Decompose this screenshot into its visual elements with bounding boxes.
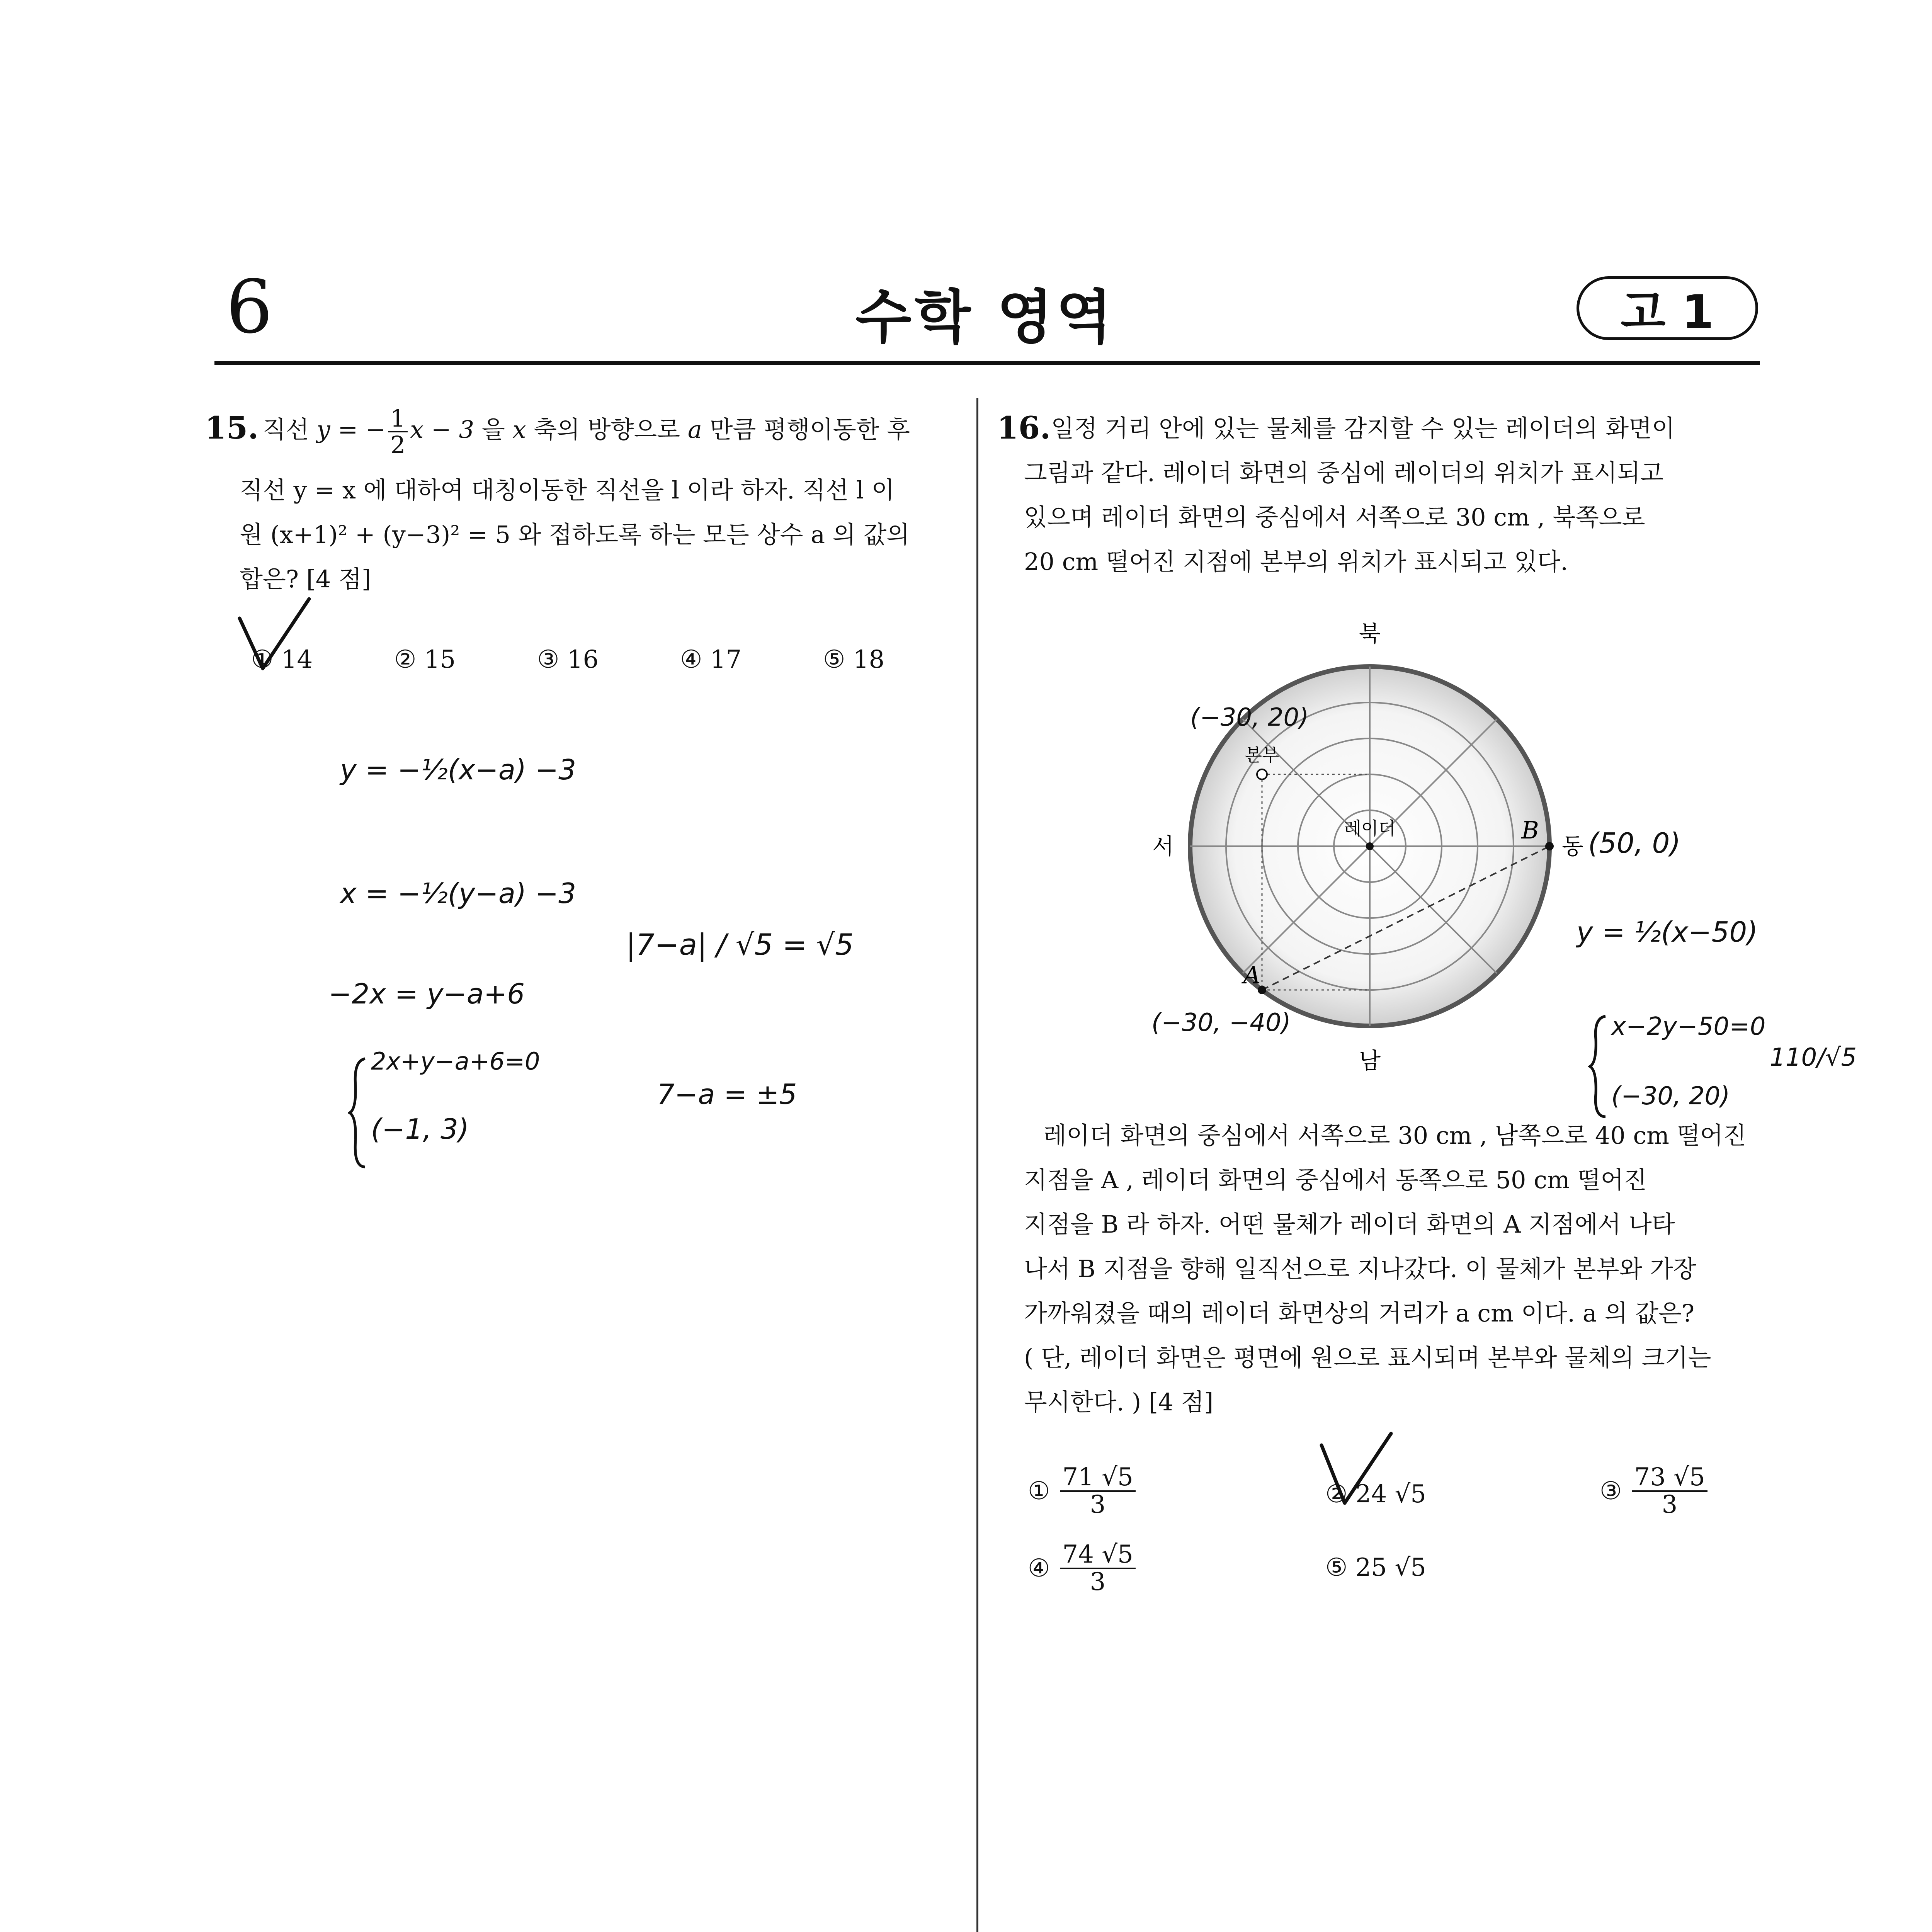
q15-line3: 원 (x+1)² + (y−3)² = 5 와 접하도록 하는 모든 상수 a 의 값의 bbox=[240, 520, 910, 549]
page-number: 6 bbox=[226, 264, 273, 350]
q15-var-a: a bbox=[687, 415, 702, 444]
label-hq: 본부 bbox=[1245, 745, 1279, 765]
q16-choice-4-mark: ④ bbox=[1028, 1554, 1050, 1583]
header-divider bbox=[214, 361, 1760, 365]
grade-badge bbox=[1577, 276, 1758, 340]
handwritten-b-coord: (50, 0) bbox=[1588, 827, 1681, 859]
label-east: 동 bbox=[1561, 833, 1584, 859]
q16-choice-4-fraction bbox=[1060, 1542, 1135, 1595]
q16-body-5: 가까워졌을 때의 레이더 화면상의 거리가 a cm 이다. a 의 값은? bbox=[1024, 1299, 1695, 1327]
q16-body-4: 나서 B 지점을 향해 일직선으로 지나갔다. 이 물체가 본부와 가장 bbox=[1024, 1255, 1696, 1283]
q15-text-b: 을 bbox=[481, 415, 505, 444]
q15-text-a: 직선 bbox=[263, 415, 309, 444]
q16-choice-3-num: 73 √5 bbox=[1632, 1464, 1707, 1492]
q15-line4: 합은? [4 점] bbox=[240, 565, 371, 593]
label-radar-center: 레이더 bbox=[1344, 818, 1396, 839]
q15-eq-tail: x − 3 bbox=[410, 415, 474, 444]
checkmark-icon bbox=[232, 595, 332, 680]
handwritten-answer: 110/√5 bbox=[1770, 1043, 1857, 1072]
handwritten-step-3: −2x = y−a+6 bbox=[328, 978, 525, 1010]
label-south: 남 bbox=[1359, 1048, 1381, 1074]
q16-body-2: 지점을 A , 레이더 화면의 중심에서 동쪽으로 50 cm 떨어진 bbox=[1024, 1166, 1647, 1194]
brace-icon-right bbox=[1588, 1012, 1611, 1121]
q15-text-c: 축의 방향으로 bbox=[534, 415, 680, 444]
q16-body-3: 지점을 B 라 하자. 어떤 물체가 레이더 화면의 A 지점에서 나타 bbox=[1024, 1210, 1675, 1238]
q15-choice-3[interactable]: ③ 16 bbox=[537, 645, 599, 674]
q16-body-6: ( 단, 레이더 화면은 평면에 원으로 표시되며 본부와 물체의 크기는 bbox=[1024, 1344, 1711, 1372]
q15-eq-y: y = − bbox=[316, 415, 386, 444]
handwritten-hq-coord: (−30, 20) bbox=[1190, 703, 1309, 732]
q16-number: 16. bbox=[997, 410, 1051, 446]
handwritten-step-4: 2x+y−a+6=0 bbox=[371, 1047, 540, 1075]
q16-choice-1-mark: ① bbox=[1028, 1477, 1050, 1506]
label-point-b: B bbox=[1521, 816, 1539, 844]
q16-choice-4[interactable] bbox=[1028, 1542, 1138, 1595]
handwritten-step-2: x = −½(y−a) −3 bbox=[340, 877, 577, 910]
brace-icon bbox=[348, 1055, 371, 1171]
q15-choice-4[interactable]: ④ 17 bbox=[680, 645, 742, 674]
handwritten-line-general: x−2y−50=0 bbox=[1611, 1012, 1766, 1041]
q15-number: 15. bbox=[205, 410, 259, 446]
q16-choice-3-fraction bbox=[1632, 1464, 1707, 1518]
q16-line-2: 그림과 같다. 레이더 화면의 중심에 레이더의 위치가 표시되고 bbox=[1024, 459, 1663, 487]
q15-text-d: 만큼 평행이동한 후 bbox=[709, 415, 910, 444]
label-point-a: A bbox=[1243, 961, 1261, 989]
handwritten-a-coord: (−30, −40) bbox=[1151, 1009, 1291, 1037]
handwritten-line-eq: y = ½(x−50) bbox=[1577, 916, 1758, 948]
q15-choice-1[interactable]: ① 14 bbox=[251, 645, 313, 674]
hq-marker bbox=[1257, 769, 1267, 779]
q16-choice-1-num: 71 √5 bbox=[1060, 1464, 1135, 1492]
q16-body-1: 레이더 화면의 중심에서 서쪽으로 30 cm , 남쪽으로 40 cm 떨어진 bbox=[1043, 1121, 1747, 1150]
handwritten-step-7: 7−a = ±5 bbox=[657, 1078, 797, 1111]
q16-body-7: 무시한다. ) [4 점] bbox=[1024, 1388, 1214, 1416]
q15-line1 bbox=[263, 406, 962, 457]
page-title: 수학 영역 bbox=[855, 284, 1115, 351]
q16-choice-1-fraction bbox=[1060, 1464, 1135, 1518]
q16-choice-3[interactable] bbox=[1600, 1464, 1710, 1518]
q16-choice-1-den: 3 bbox=[1090, 1490, 1106, 1519]
label-north: 북 bbox=[1359, 621, 1381, 647]
q16-choice-5[interactable]: ⑤ 25 √5 bbox=[1325, 1553, 1426, 1582]
q15-choice-5[interactable]: ⑤ 18 bbox=[823, 645, 885, 674]
handwritten-step-6: |7−a| / √5 = √5 bbox=[626, 927, 854, 962]
label-west: 서 bbox=[1152, 833, 1174, 859]
grade-label: 고 1 bbox=[1621, 285, 1714, 339]
radar-center-dot bbox=[1366, 842, 1374, 850]
q15-line2: 직선 y = x 에 대하여 대칭이동한 직선을 l 이라 하자. 직선 l 이 bbox=[240, 476, 895, 504]
handwritten-step-1: y = −½(x−a) −3 bbox=[340, 753, 577, 786]
q16-line-1: 일정 거리 안에 있는 물체를 감지할 수 있는 레이더의 화면이 bbox=[1051, 414, 1675, 442]
q16-choice-1[interactable] bbox=[1028, 1464, 1138, 1518]
handwritten-step-5: (−1, 3) bbox=[371, 1113, 469, 1145]
q16-line-3: 있으며 레이더 화면의 중심에서 서쪽으로 30 cm , 북쪽으로 bbox=[1024, 503, 1645, 531]
handwritten-point: (−30, 20) bbox=[1611, 1082, 1730, 1111]
column-divider bbox=[976, 398, 978, 1932]
q16-choice-4-den: 3 bbox=[1090, 1568, 1106, 1597]
point-b-dot bbox=[1545, 842, 1554, 850]
q15-var-x: x bbox=[512, 415, 526, 444]
checkmark-icon-q16 bbox=[1314, 1426, 1406, 1515]
q15-choice-2[interactable]: ② 15 bbox=[394, 645, 456, 674]
q16-choice-4-num: 74 √5 bbox=[1060, 1542, 1135, 1569]
q16-choice-3-den: 3 bbox=[1662, 1490, 1678, 1519]
q16-choice-2[interactable]: ② 24 √5 bbox=[1325, 1480, 1426, 1509]
q15-fraction-half: $\frac{1}{2}$ bbox=[388, 406, 408, 457]
q16-choice-3-mark: ③ bbox=[1600, 1477, 1622, 1506]
q16-line-4: 20 cm 떨어진 지점에 본부의 위치가 표시되고 있다. bbox=[1024, 548, 1568, 576]
